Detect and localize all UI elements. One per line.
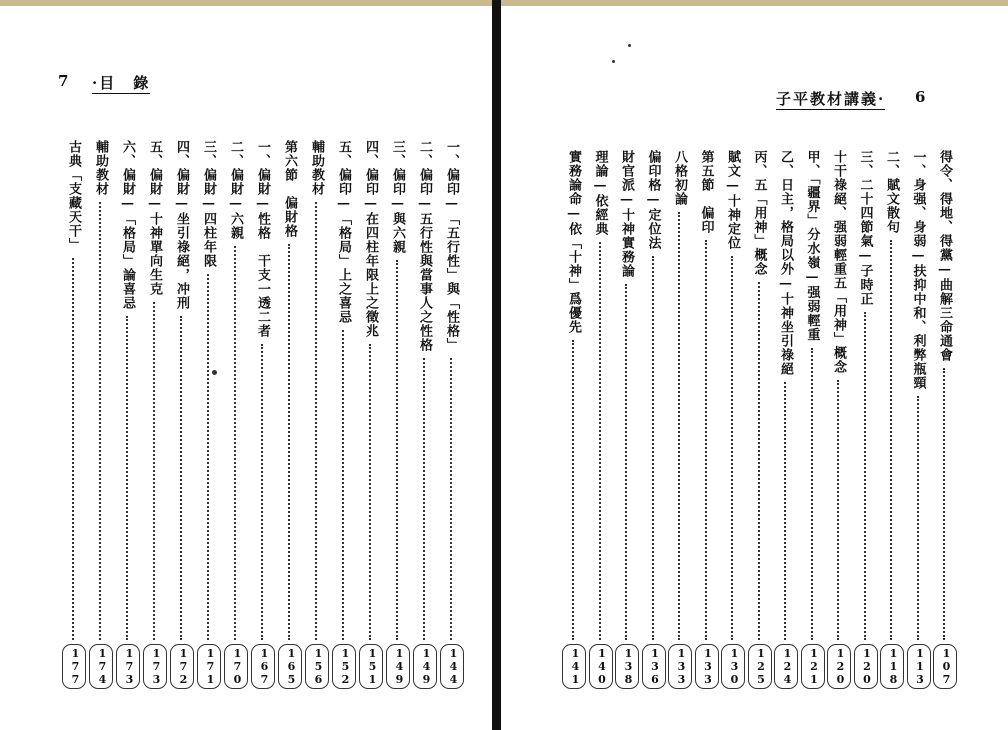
toc-leader-dots [396,260,398,640]
toc-entry[interactable] [62,120,84,690]
toc-entry-title: 第五節 偏印 [698,150,714,234]
toc-entry-title: 四、偏財—坐引祿絕，冲刑 [174,140,189,310]
toc-entry[interactable] [880,130,902,690]
toc-leader-dots [917,396,919,640]
toc-entry-title: 三、偏印—與六親 [390,140,405,254]
toc-leader-dots [572,340,574,640]
toc-entry[interactable] [721,130,743,690]
toc-entry[interactable] [933,130,955,690]
toc-entry-page-number: 156 [305,644,329,689]
toc-entry-page-number: 165 [278,644,302,689]
toc-entry-title: 二、賦文散句 [884,150,899,234]
toc-leader-dots [72,258,74,640]
toc-leader-dots [153,302,155,640]
toc-entry[interactable] [116,120,138,690]
toc-leader-dots [288,244,290,640]
toc-entry-title: 理論—依經典 [592,150,608,236]
toc-entry-page-number: 125 [748,644,772,689]
toc-entry-page-number: 140 [589,644,613,689]
toc-leader-dots [625,284,627,640]
toc-entry-title: 五、偏財—十神單向生克 [147,140,162,296]
toc-entry[interactable] [170,120,192,690]
toc-entry[interactable] [615,130,637,690]
toc-entry-title: 六、偏財—「格局」論喜忌 [120,140,135,310]
toc-entry-page-number: 138 [615,644,639,689]
toc-leader-dots [652,256,654,640]
toc-entry-page-number: 172 [170,644,194,689]
toc-entry-page-number: 113 [907,644,931,689]
toc-leader-dots [705,240,707,640]
toc-entry-page-number: 136 [642,644,666,689]
toc-entry-title: 一、偏印—「五行性」與「性格」 [444,140,459,352]
toc-entry-page-number: 149 [386,644,410,689]
toc-entry-title: 三、偏財—四柱年限 [201,140,216,268]
toc-entry-page-number: 120 [827,644,851,689]
toc-leader-dots [180,316,182,640]
toc-entry[interactable] [589,130,611,690]
right-toc-list [501,130,1008,690]
toc-entry[interactable] [854,130,876,690]
toc-entry[interactable] [748,130,770,690]
toc-entry-title: 二、偏印—五行性與當事人之性格 [417,140,432,352]
toc-entry-page-number: 121 [801,644,825,689]
toc-entry-title: 丙、五「用神」概念 [751,150,767,276]
scan-speck [612,60,615,63]
toc-entry[interactable] [305,120,327,690]
toc-entry-page-number: 173 [143,644,167,689]
toc-leader-dots [784,382,786,640]
toc-entry[interactable] [774,130,796,690]
toc-leader-dots [599,242,601,640]
left-page-number: 7 [58,72,69,90]
toc-entry-page-number: 170 [224,644,248,689]
toc-entry-page-number: 107 [933,644,957,689]
toc-entry-page-number: 171 [197,644,221,689]
toc-entry-page-number: 151 [359,644,383,689]
toc-entry-title: 輔助教材 [93,140,108,196]
toc-entry-page-number: 144 [440,644,464,689]
toc-entry-title: 乙、日主，格局以外—十神坐引祿絕 [778,150,793,376]
toc-entry-title: 三、二十四節氣—子時正 [857,150,873,306]
toc-entry-title: 一、身强、身弱—扶抑中和、利弊瓶頸 [910,150,926,390]
toc-leader-dots [99,202,101,640]
toc-entry-title: 八格初論 [672,150,687,206]
toc-entry-page-number: 133 [695,644,719,689]
toc-leader-dots [234,246,236,640]
toc-leader-dots [342,330,344,640]
toc-leader-dots [450,358,452,640]
right-page-number: 6 [915,88,926,106]
toc-leader-dots [837,380,839,640]
toc-leader-dots [126,316,128,640]
toc-entry[interactable] [143,120,165,690]
toc-entry-title: 輔助教材 [309,140,324,196]
left-toc-list [0,120,492,690]
toc-leader-dots [261,344,263,640]
toc-entry-title: 賦文—十神定位 [725,150,740,250]
left-page-title: ·目 錄 [92,74,151,92]
right-page-title: 子平教材講義· [776,90,886,108]
toc-entry-title: 一、偏財—性格 干支一透二者 [255,140,270,338]
toc-leader-dots [731,256,733,640]
toc-entry[interactable] [801,130,823,690]
toc-entry-title: 古典「支藏天干」 [66,140,81,252]
toc-entry-title: 十干祿絕、强弱輕重五「用神」概念 [831,150,846,374]
toc-entry[interactable] [695,130,717,690]
toc-entry-page-number: 152 [332,644,356,689]
toc-entry-title: 甲、「疆界」分水嶺—强弱輕重 [804,150,820,342]
toc-leader-dots [864,312,866,640]
toc-entry[interactable] [440,120,462,690]
toc-entry-page-number: 149 [413,644,437,689]
toc-entry-title: 財官派—十神實務論 [619,150,634,278]
scan-speck [628,44,631,47]
toc-entry-title: 二、偏財—六親 [228,140,243,240]
toc-entry-page-number: 167 [251,644,275,689]
toc-entry-title: 得令、得地、得黨—曲解三命通會 [937,150,952,362]
toc-entry[interactable] [827,130,849,690]
toc-entry-page-number: 130 [721,644,745,689]
toc-entry[interactable] [642,130,664,690]
book-spine [492,0,501,730]
toc-entry[interactable] [907,130,929,690]
toc-entry-title: 五、偏印—「格局」上之喜忌 [336,140,351,324]
toc-entry[interactable] [668,130,690,690]
toc-entry[interactable] [413,120,435,690]
toc-entry-page-number: 141 [562,644,586,689]
toc-leader-dots [943,368,945,640]
toc-entry[interactable] [359,120,381,690]
toc-entry-page-number: 120 [854,644,878,689]
toc-entry-page-number: 177 [62,644,86,689]
toc-entry[interactable] [197,120,219,690]
toc-leader-dots [758,282,760,640]
toc-leader-dots [207,274,209,640]
toc-entry[interactable] [332,120,354,690]
left-page [0,0,492,730]
right-page [501,0,1008,730]
toc-leader-dots [369,344,371,640]
toc-entry-page-number: 118 [880,644,904,689]
toc-leader-dots [811,348,813,640]
toc-leader-dots [678,212,680,640]
toc-entry[interactable] [278,120,300,690]
toc-entry[interactable] [89,120,111,690]
toc-leader-dots [315,202,317,640]
toc-entry-page-number: 133 [668,644,692,689]
toc-entry-title: 實務論命—依「十神」爲優先 [566,150,581,334]
toc-entry-page-number: 174 [89,644,113,689]
toc-entry-title: 偏印格—定位法 [645,150,661,250]
toc-entry-page-number: 173 [116,644,140,689]
toc-entry-title: 第六節 偏財格 [282,140,297,238]
toc-entry[interactable] [562,130,584,690]
toc-leader-dots [423,358,425,640]
scan-speck [212,370,217,375]
toc-entry[interactable] [224,120,246,690]
toc-entry[interactable] [386,120,408,690]
toc-leader-dots [890,240,892,640]
toc-entry-title: 四、偏印—在四柱年限上之徵兆 [363,140,378,338]
toc-entry-page-number: 124 [774,644,798,689]
toc-entry[interactable] [251,120,273,690]
